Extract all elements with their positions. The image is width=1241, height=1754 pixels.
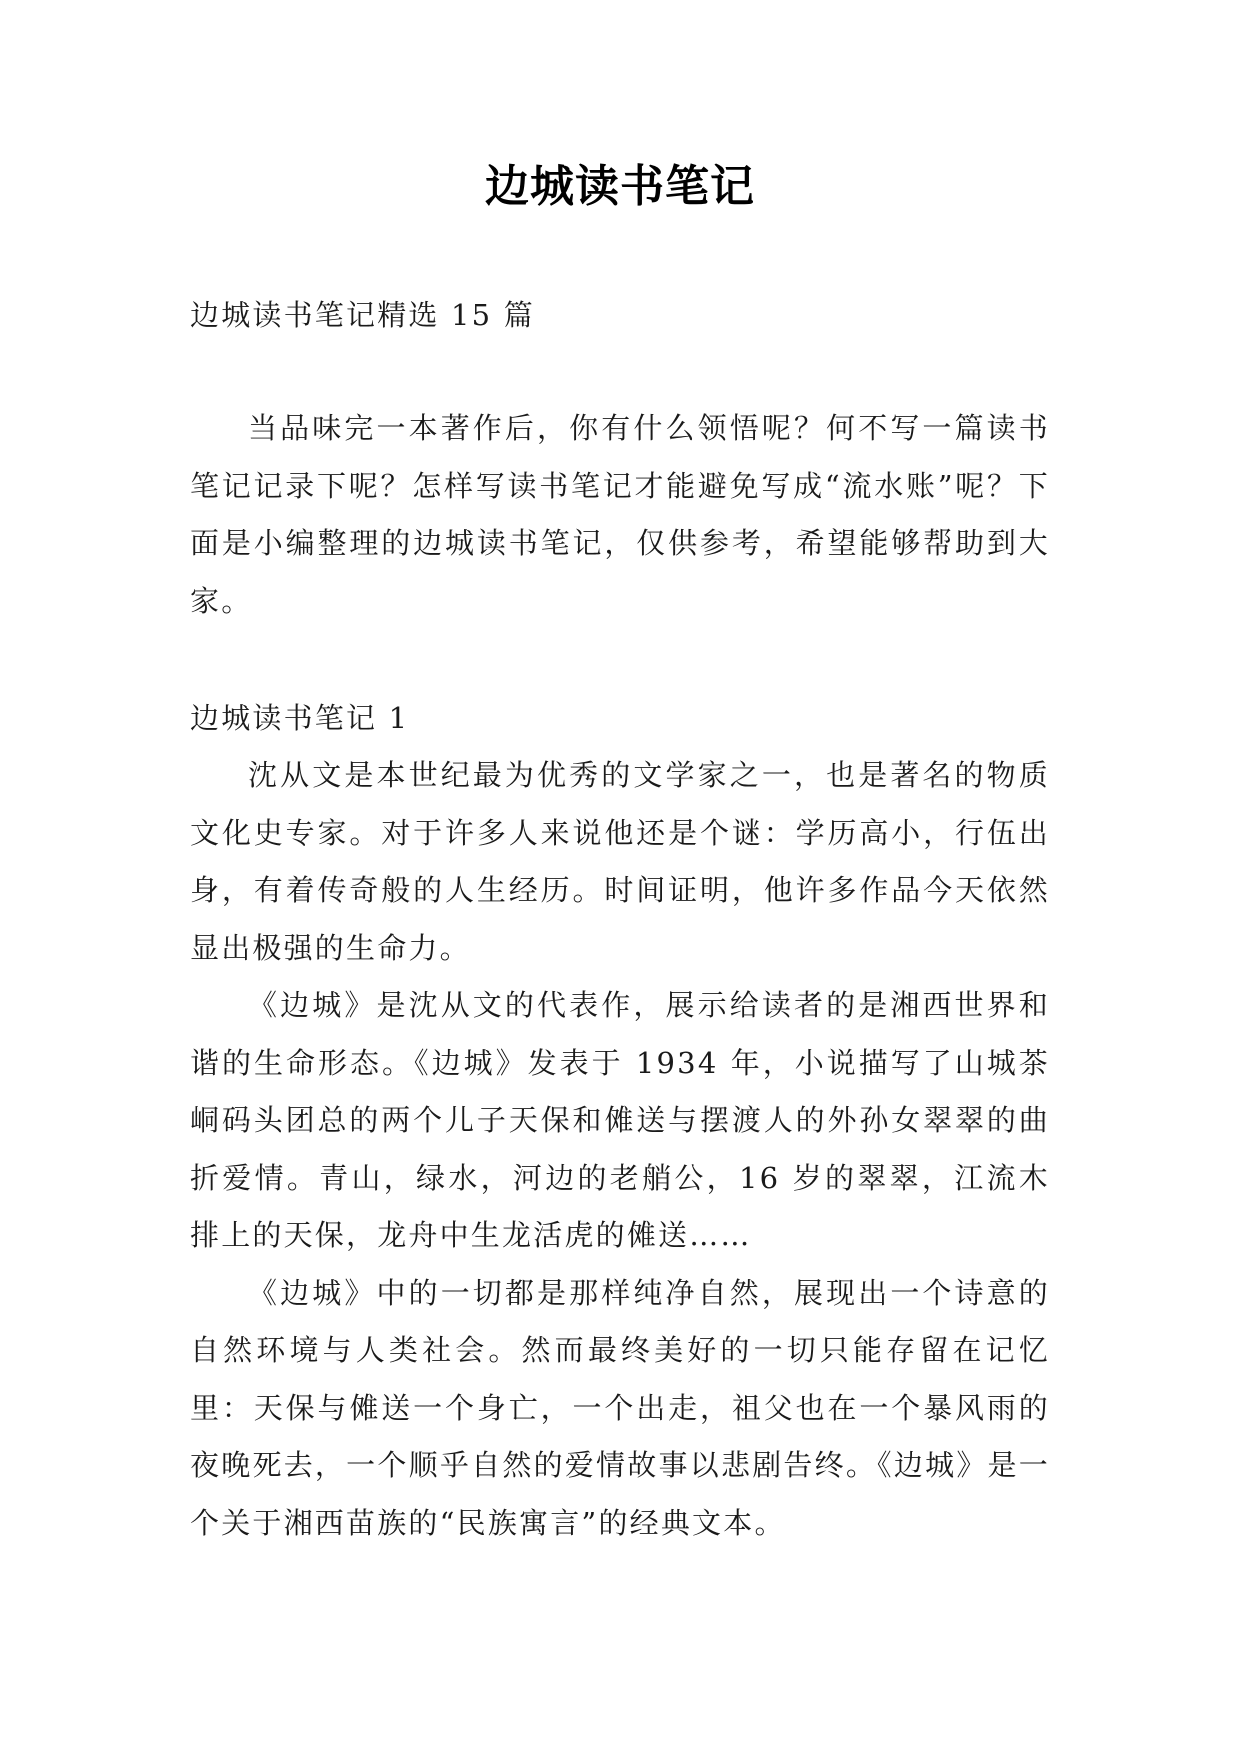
body-paragraph-3: 《边城》中的一切都是那样纯净自然，展现出一个诗意的自然环境与人类社会。然而最终美好的一切只能存留在记忆里：天保与傩送一个身亡，一个出走，祖父也在一个暴风雨的夜晚死去，一个顺乎自然的爱情故事以悲剧告终。《边城》是一个关于湘西苗族的“民族寓言”的经典文本。 [190, 1275, 1050, 1540]
document-title: 边城读书笔记 [485, 161, 755, 212]
intro-paragraph [190, 400, 1050, 630]
body-paragraph-2: 《边城》是沈从文的代表作，展示给读者的是湘西世界和谐的生命形态。《边城》发表于 1934 年，小说描写了山城茶峒码头团总的两个儿子天保和傩送与摆渡人的外孙女翠翠的曲折爱情。青山，绿水，河边的老艄公，16 岁的翠翠，江流木排上的天保，龙舟中生龙活虎的傩送…… [190, 988, 1050, 1252]
section-body [190, 747, 1050, 1552]
section-heading-text: 边城读书笔记 1 [190, 701, 410, 735]
document-subtitle [190, 287, 1050, 345]
section-heading [190, 690, 1050, 748]
subtitle-text: 边城读书笔记精选 15 篇 [190, 298, 535, 332]
body-paragraph-1: 沈从文是本世纪最为优秀的文学家之一，也是著名的物质文化史专家。对于许多人来说他还是个谜：学历高小，行伍出身，有着传奇般的人生经历。时间证明，他许多作品今天依然显出极强的生命力。 [190, 758, 1050, 965]
intro-text: 当品味完一本著作后，你有什么领悟呢？何不写一篇读书笔记记录下呢？怎样写读书笔记才能避免写成“流水账”呢？下面是小编整理的边城读书笔记，仅供参考，希望能够帮助到大家。 [190, 411, 1050, 618]
